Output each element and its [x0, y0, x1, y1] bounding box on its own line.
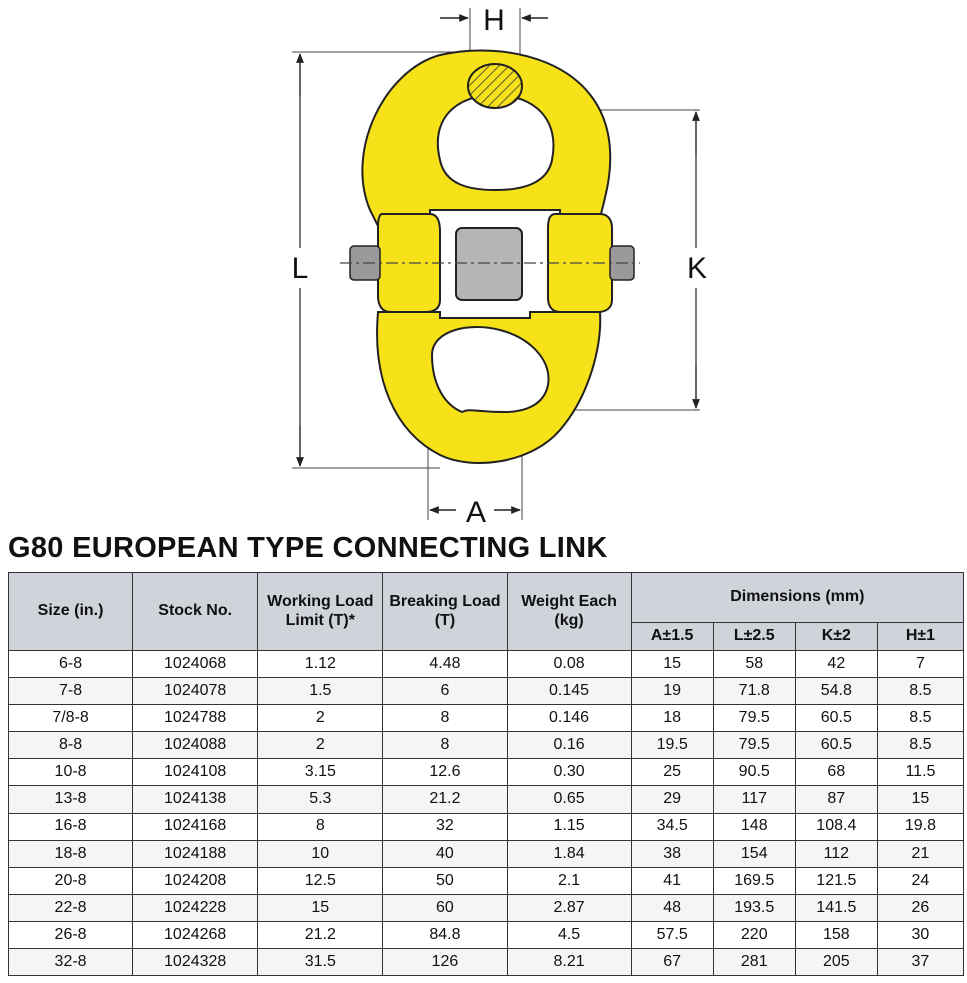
cell-dim-k: 42 — [795, 651, 877, 678]
cell-weight-each: 8.21 — [507, 949, 631, 976]
header-dimensions: Dimensions (mm) — [631, 573, 963, 623]
cell-weight-each: 0.145 — [507, 678, 631, 705]
cell-stock-no: 1024138 — [133, 786, 258, 813]
cell-dim-k: 121.5 — [795, 867, 877, 894]
cell-working-load-limit: 2 — [258, 705, 383, 732]
cell-size: 20-8 — [9, 867, 133, 894]
cell-weight-each: 0.30 — [507, 759, 631, 786]
cell-size: 32-8 — [9, 949, 133, 976]
cell-dim-a: 18 — [631, 705, 713, 732]
cell-dim-l: 148 — [713, 813, 795, 840]
table-row — [9, 732, 964, 759]
cell-dim-a: 19 — [631, 678, 713, 705]
cell-stock-no: 1024168 — [133, 813, 258, 840]
cell-dim-a: 15 — [631, 651, 713, 678]
cell-dim-h: 8.5 — [877, 705, 963, 732]
cell-working-load-limit: 2 — [258, 732, 383, 759]
cell-stock-no: 1024088 — [133, 732, 258, 759]
cell-working-load-limit: 15 — [258, 894, 383, 921]
cell-dim-k: 158 — [795, 921, 877, 948]
cell-size: 18-8 — [9, 840, 133, 867]
cell-dim-l: 79.5 — [713, 705, 795, 732]
cell-weight-each: 4.5 — [507, 921, 631, 948]
header-dim-l: L±2.5 — [713, 623, 795, 651]
cell-breaking-load: 21.2 — [383, 786, 507, 813]
product-title: G80 EUROPEAN TYPE CONNECTING LINK — [8, 532, 608, 564]
cell-dim-l: 154 — [713, 840, 795, 867]
header-dim-h: H±1 — [877, 623, 963, 651]
cell-breaking-load: 60 — [383, 894, 507, 921]
cell-breaking-load: 12.6 — [383, 759, 507, 786]
table-row — [9, 651, 964, 678]
cell-working-load-limit: 8 — [258, 813, 383, 840]
cell-dim-k: 205 — [795, 949, 877, 976]
cell-weight-each: 0.08 — [507, 651, 631, 678]
dim-label-h: H — [483, 4, 505, 37]
cell-size: 26-8 — [9, 921, 133, 948]
header-dim-a: A±1.5 — [631, 623, 713, 651]
table-row — [9, 949, 964, 976]
upper-opening — [438, 95, 554, 190]
cell-breaking-load: 8 — [383, 732, 507, 759]
cell-dim-h: 11.5 — [877, 759, 963, 786]
spec-table-body — [9, 651, 964, 976]
cell-dim-a: 34.5 — [631, 813, 713, 840]
header-weight-each: Weight Each (kg) — [507, 573, 631, 651]
cell-working-load-limit: 31.5 — [258, 949, 383, 976]
cell-size: 16-8 — [9, 813, 133, 840]
cell-dim-k: 87 — [795, 786, 877, 813]
cell-breaking-load: 126 — [383, 949, 507, 976]
cell-weight-each: 1.15 — [507, 813, 631, 840]
cell-dim-a: 48 — [631, 894, 713, 921]
cell-dim-h: 7 — [877, 651, 963, 678]
cell-stock-no: 1024328 — [133, 949, 258, 976]
cell-weight-each: 2.1 — [507, 867, 631, 894]
cell-dim-k: 112 — [795, 840, 877, 867]
cell-stock-no: 1024788 — [133, 705, 258, 732]
cell-dim-h: 26 — [877, 894, 963, 921]
table-row — [9, 786, 964, 813]
cell-weight-each: 0.146 — [507, 705, 631, 732]
cell-breaking-load: 8 — [383, 705, 507, 732]
cell-dim-h: 15 — [877, 786, 963, 813]
dim-label-l: L — [291, 252, 309, 285]
cell-dim-h: 8.5 — [877, 678, 963, 705]
table-row — [9, 759, 964, 786]
header-breaking-load: Breaking Load (T) — [383, 573, 507, 651]
cell-working-load-limit: 21.2 — [258, 921, 383, 948]
cell-dim-a: 67 — [631, 949, 713, 976]
cell-dim-h: 21 — [877, 840, 963, 867]
cell-size: 8-8 — [9, 732, 133, 759]
cell-working-load-limit: 5.3 — [258, 786, 383, 813]
cell-weight-each: 0.65 — [507, 786, 631, 813]
cell-dim-k: 141.5 — [795, 894, 877, 921]
cell-stock-no: 1024188 — [133, 840, 258, 867]
cell-dim-a: 57.5 — [631, 921, 713, 948]
cell-dim-k: 60.5 — [795, 732, 877, 759]
cell-size: 7/8-8 — [9, 705, 133, 732]
cell-working-load-limit: 1.5 — [258, 678, 383, 705]
cell-breaking-load: 4.48 — [383, 651, 507, 678]
cell-size: 6-8 — [9, 651, 133, 678]
cell-dim-k: 60.5 — [795, 705, 877, 732]
cell-dim-l: 169.5 — [713, 867, 795, 894]
cell-working-load-limit: 12.5 — [258, 867, 383, 894]
cell-dim-a: 19.5 — [631, 732, 713, 759]
cell-dim-a: 38 — [631, 840, 713, 867]
cell-working-load-limit: 10 — [258, 840, 383, 867]
cell-dim-l: 220 — [713, 921, 795, 948]
cell-dim-l: 193.5 — [713, 894, 795, 921]
cell-weight-each: 1.84 — [507, 840, 631, 867]
table-row — [9, 813, 964, 840]
cell-dim-k: 54.8 — [795, 678, 877, 705]
cell-breaking-load: 6 — [383, 678, 507, 705]
cell-dim-h: 30 — [877, 921, 963, 948]
cell-stock-no: 1024108 — [133, 759, 258, 786]
cell-dim-a: 29 — [631, 786, 713, 813]
header-stock-no: Stock No. — [133, 573, 258, 651]
cell-dim-h: 8.5 — [877, 732, 963, 759]
cell-weight-each: 0.16 — [507, 732, 631, 759]
center-pin — [456, 228, 522, 300]
cell-dim-l: 79.5 — [713, 732, 795, 759]
cell-breaking-load: 32 — [383, 813, 507, 840]
table-row — [9, 678, 964, 705]
cell-stock-no: 1024228 — [133, 894, 258, 921]
cell-dim-h: 37 — [877, 949, 963, 976]
cell-breaking-load: 50 — [383, 867, 507, 894]
hatched-section — [468, 64, 522, 108]
table-row — [9, 867, 964, 894]
cell-dim-a: 25 — [631, 759, 713, 786]
cell-dim-k: 68 — [795, 759, 877, 786]
cell-dim-a: 41 — [631, 867, 713, 894]
cell-dim-l: 58 — [713, 651, 795, 678]
cell-dim-l: 90.5 — [713, 759, 795, 786]
dim-label-a: A — [465, 496, 487, 529]
cell-breaking-load: 84.8 — [383, 921, 507, 948]
cell-dim-h: 24 — [877, 867, 963, 894]
spec-table — [8, 572, 964, 976]
cell-dim-l: 281 — [713, 949, 795, 976]
cell-dim-h: 19.8 — [877, 813, 963, 840]
cell-size: 13-8 — [9, 786, 133, 813]
header-size: Size (in.) — [9, 573, 133, 651]
table-row — [9, 894, 964, 921]
cell-dim-l: 71.8 — [713, 678, 795, 705]
table-row — [9, 705, 964, 732]
header-dim-k: K±2 — [795, 623, 877, 651]
header-working-load-limit: Working Load Limit (T)* — [258, 573, 383, 651]
cell-stock-no: 1024068 — [133, 651, 258, 678]
cell-working-load-limit: 1.12 — [258, 651, 383, 678]
cell-stock-no: 1024268 — [133, 921, 258, 948]
cell-stock-no: 1024208 — [133, 867, 258, 894]
cell-size: 10-8 — [9, 759, 133, 786]
table-row — [9, 921, 964, 948]
cell-size: 7-8 — [9, 678, 133, 705]
cell-dim-k: 108.4 — [795, 813, 877, 840]
cell-size: 22-8 — [9, 894, 133, 921]
cell-dim-l: 117 — [713, 786, 795, 813]
cell-breaking-load: 40 — [383, 840, 507, 867]
cell-weight-each: 2.87 — [507, 894, 631, 921]
cell-working-load-limit: 3.15 — [258, 759, 383, 786]
table-row — [9, 840, 964, 867]
dim-label-k: K — [686, 252, 708, 285]
cell-stock-no: 1024078 — [133, 678, 258, 705]
